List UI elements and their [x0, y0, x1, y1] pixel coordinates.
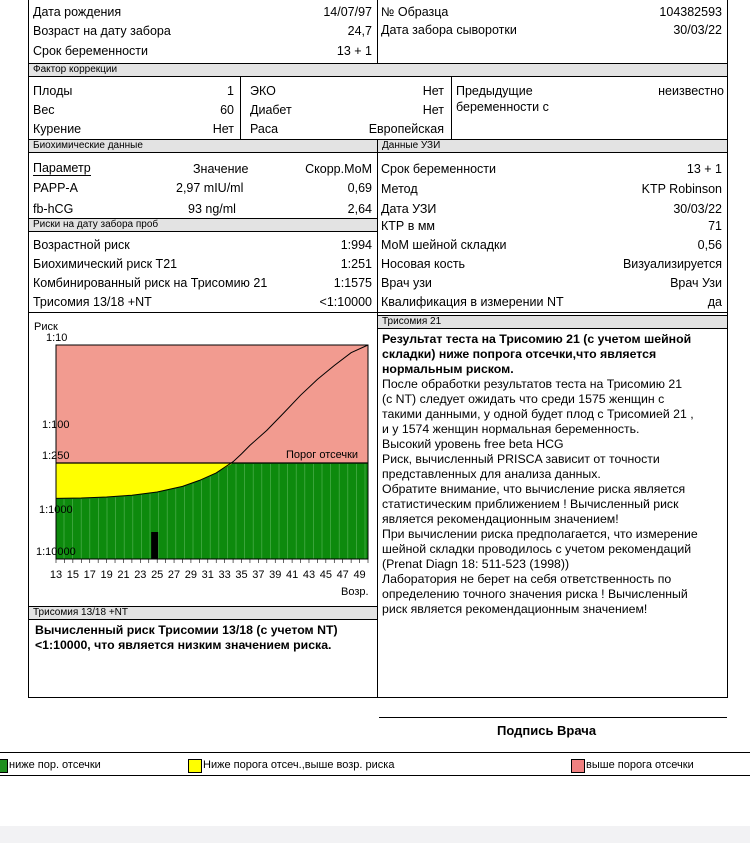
t21-header: Трисомия 21 — [378, 315, 727, 329]
us-row-name: Дата УЗИ — [381, 202, 437, 216]
x-tick-labels — [50, 569, 366, 581]
signature-line — [379, 717, 727, 718]
text-line: статистическим приближением ! Вычисленный риск — [382, 497, 679, 511]
text-line: риск является рекомендационным значением! — [382, 602, 648, 616]
us-row-name: МоМ шейной складки — [381, 238, 507, 252]
correction-divider-2 — [451, 77, 452, 139]
y-tick-label: 1:1000 — [39, 504, 73, 516]
birth-label: Дата рождения — [33, 5, 122, 19]
t21-conclusion — [382, 332, 691, 377]
signature-label: Подпись Врача — [497, 723, 597, 738]
legend-swatch-yellow — [188, 759, 202, 773]
text-line: представленных для анализа данных. — [382, 467, 601, 481]
smoking-label: Курение — [33, 122, 82, 136]
race-value: Европейская — [368, 122, 444, 136]
us-row-value: 13 + 1 — [686, 162, 722, 176]
diabetes-label: Диабет — [250, 103, 292, 117]
prev-label-1: Предыдущие — [456, 84, 533, 98]
fetus-value: 1 — [227, 84, 234, 98]
text-line: определению точного значения риска ! Вычисленный — [382, 587, 688, 601]
risk-row-value: <1:10000 — [319, 295, 372, 309]
ivf-value: Нет — [422, 84, 444, 98]
right-bottom-border — [377, 697, 728, 698]
us-row-value: 30/03/22 — [673, 202, 722, 216]
biochem-header: Биохимические данные — [29, 139, 377, 153]
risk-row-name: Биохимический риск T21 — [33, 257, 178, 271]
x-axis-label: Возр. — [341, 586, 369, 598]
text-line: складки) ниже попрога отсечки,что является — [382, 347, 657, 361]
age-value: 24,7 — [347, 24, 372, 38]
legend-swatch-red — [571, 759, 585, 773]
x-tick-label: 47 — [336, 569, 349, 581]
legend-label: выше порога отсечки — [586, 759, 694, 771]
sample-label: № Образца — [381, 5, 449, 19]
text-line: Высокий уровень free beta HCG — [382, 437, 564, 451]
term-value: 13 + 1 — [336, 44, 372, 58]
x-tick-label: 41 — [285, 569, 299, 581]
y-axis-label: Риск — [34, 321, 58, 333]
weight-label: Вес — [33, 103, 55, 117]
us-row-value: 0,56 — [697, 238, 722, 252]
risk-row-value: 1:994 — [340, 238, 372, 252]
text-line: Вычисленный риск Трисомии 13/18 (с учетом NT) — [35, 623, 338, 637]
t1318-conclusion — [35, 623, 338, 653]
sample-value: 104382593 — [659, 5, 722, 19]
risk-chart — [29, 313, 376, 603]
us-row-name: Срок беременности — [381, 162, 497, 176]
ivf-label: ЭКО — [250, 84, 276, 98]
x-tick-label: 49 — [353, 569, 366, 581]
biochem-row-mom: 2,64 — [347, 202, 372, 216]
legend-swatch-green — [0, 759, 8, 773]
x-tick-label: 15 — [66, 569, 79, 581]
col-param: Параметр — [33, 161, 91, 175]
biochem-row-name: fb-hCG — [33, 202, 74, 216]
text-line: После обработки результатов теста на Трисомию 21 — [382, 377, 683, 391]
us-row-name: Врач узи — [381, 276, 432, 290]
x-tick-label: 21 — [117, 569, 130, 581]
biochem-row-value: 2,97 mIU/ml — [176, 181, 244, 195]
us-row-value: да — [707, 295, 722, 309]
x-tick-marks — [56, 559, 368, 563]
risk-row-value: 1:1575 — [333, 276, 372, 290]
text-line: шейной складки проводилось с учетом рекомендаций — [382, 542, 692, 556]
legend-bottom-border — [0, 775, 750, 776]
y-tick-label: 1:10000 — [36, 546, 76, 558]
risk-row-name: Комбинированный риск на Трисомию 21 — [33, 276, 268, 290]
col-value: Значение — [193, 162, 249, 176]
prev-value: неизвестно — [658, 84, 724, 98]
middle-divider — [377, 139, 378, 698]
x-tick-label: 35 — [235, 569, 248, 581]
text-line: и у 1574 женщин нормальная беременность. — [382, 422, 640, 436]
x-tick-label: 39 — [269, 569, 282, 581]
prev-label-2: беременности с — [456, 100, 549, 114]
text-line: Риск, вычисленный PRISCA зависит от точности — [382, 452, 660, 466]
us-row-value: Визуализируется — [622, 257, 722, 271]
y-tick-label: 1:10 — [46, 332, 68, 344]
x-tick-label: 19 — [100, 569, 113, 581]
risk-row-name: Трисомия 13/18 +NT — [33, 295, 152, 309]
text-line: (Prenat Diagn 18: 511-523 (1998)) — [382, 557, 570, 571]
biochem-row-name: PAPP-A — [33, 181, 78, 195]
text-line: При вычислении риска предполагается, что измерение — [382, 527, 698, 541]
col-corr: Скорр.МоМ — [305, 162, 372, 176]
correction-header: Фактор коррекции — [29, 63, 727, 77]
us-row-value: 71 — [708, 219, 722, 233]
legend-label: Ниже порога отсеч.,выше возр. риска — [203, 759, 395, 771]
smoking-value: Нет — [212, 122, 234, 136]
text-line: является рекомендационным значением! — [382, 512, 619, 526]
x-tick-label: 25 — [151, 569, 164, 581]
top-divider — [377, 0, 378, 63]
legend-label: ниже пор. отсечки — [9, 759, 101, 771]
x-tick-label: 29 — [184, 569, 198, 581]
text-line: Результат теста на Трисомию 21 (с учетом шейной — [382, 332, 692, 346]
text-line: нормальным риском. — [382, 362, 514, 376]
correction-divider-1 — [240, 77, 241, 139]
x-tick-label: 45 — [319, 569, 332, 581]
ultrasound-header: Данные УЗИ — [378, 139, 727, 153]
risk-row-value: 1:251 — [340, 257, 372, 271]
us-row-value: Врач Узи — [670, 276, 722, 290]
us-row-name: Квалификация в измерении NT — [381, 295, 564, 309]
term-label: Срок беременности — [33, 44, 149, 58]
text-line: <1:10000, что является низким значением риска. — [35, 638, 332, 652]
risks-header: Риски на дату забора проб — [29, 218, 377, 232]
t21-details — [382, 377, 698, 617]
text-line: такими данными, у одной будет плод с Трисомией 21 , — [382, 407, 694, 421]
fetus-label: Плоды — [33, 84, 73, 98]
x-tick-label: 43 — [302, 569, 316, 581]
x-tick-label: 31 — [201, 569, 214, 581]
us-row-name: Метод — [381, 182, 418, 196]
x-tick-label: 23 — [134, 569, 147, 581]
x-tick-label: 17 — [83, 569, 96, 581]
y-tick-label: 1:250 — [42, 450, 70, 462]
threshold-label: Порог отсечки — [286, 449, 359, 461]
t1318-header: Трисомия 13/18 +NT — [29, 606, 377, 620]
text-line: (с NT) следует ожидать что среди 1575 женщин с — [382, 392, 665, 406]
risk-row-name: Возрастной риск — [33, 238, 130, 252]
legend-top-border — [0, 752, 750, 753]
left-bottom-border — [28, 697, 378, 698]
zone-above-threshold — [56, 345, 368, 463]
age-label: Возраст на дату забора — [33, 24, 171, 38]
text-line: Лаборатория не берет на себя ответственность по — [382, 572, 672, 586]
patient-risk-bar — [151, 532, 158, 559]
text-line: Обратите внимание, что вычисление риска является — [382, 482, 686, 496]
x-tick-label: 13 — [49, 569, 63, 581]
biochem-row-mom: 0,69 — [347, 181, 372, 195]
birth-value: 14/07/97 — [323, 5, 372, 19]
us-row-name: КТР в мм — [381, 219, 436, 233]
x-tick-label: 37 — [252, 569, 265, 581]
x-tick-label: 33 — [218, 569, 231, 581]
us-row-name: Носовая кость — [381, 257, 466, 271]
serum-value: 30/03/22 — [673, 23, 722, 37]
race-label: Раса — [250, 122, 279, 136]
y-tick-label: 1:100 — [42, 419, 70, 431]
frame-right-border — [727, 0, 728, 698]
us-row-value: KTP Robinson — [641, 182, 722, 196]
serum-label: Дата забора сыворотки — [381, 23, 517, 37]
biochem-row-value: 93 ng/ml — [188, 202, 236, 216]
x-tick-label: 27 — [167, 569, 181, 581]
weight-value: 60 — [220, 103, 234, 117]
bottom-bar — [0, 826, 750, 843]
diabetes-value: Нет — [422, 103, 444, 117]
